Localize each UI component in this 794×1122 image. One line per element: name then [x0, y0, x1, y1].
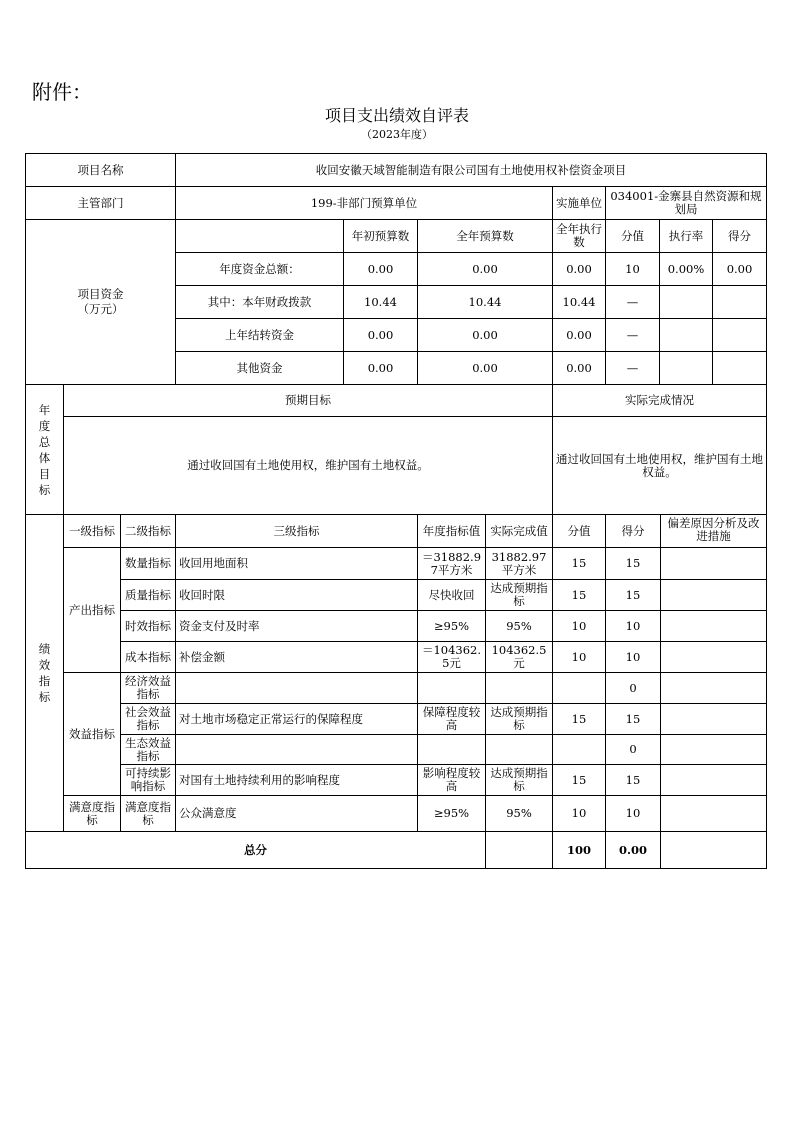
funds-row-got [713, 319, 766, 351]
funds-row-initial: 0.00 [344, 253, 418, 285]
indicator-actual: 95% [486, 796, 553, 832]
indicator-header-target: 年度指标值 [418, 515, 486, 548]
indicator-got: 15 [606, 765, 661, 796]
indicator-score [553, 673, 606, 704]
indicator-row [26, 548, 767, 580]
funds-row-initial: 0.00 [344, 319, 418, 351]
funds-row-initial: 10.44 [344, 286, 418, 318]
funds-header-annual: 全年预算数 [456, 228, 514, 243]
funds-row-group2 [606, 319, 767, 352]
funds-header-rate: 执行率 [660, 220, 713, 252]
indicator-l2: 可持续影响指标 [121, 765, 176, 796]
indicator-row [26, 704, 767, 735]
funds-row-group [176, 253, 553, 286]
indicator-deviation [661, 580, 767, 611]
funds-header-got: 得分 [728, 228, 752, 243]
funds-row-annual: 0.00 [472, 327, 498, 342]
total-label: 总分 [26, 832, 486, 869]
project-name-label: 项目名称 [26, 154, 176, 187]
goals-actual-label: 实际完成情况 [553, 385, 767, 417]
funds-header-group [176, 220, 553, 253]
total-empty [486, 832, 553, 869]
indicator-deviation [661, 735, 767, 765]
indicator-target [418, 735, 486, 765]
indicator-l3 [176, 673, 418, 704]
indicator-deviation [661, 704, 767, 735]
total-score: 100 [553, 832, 606, 869]
indicator-got: 10 [606, 611, 661, 642]
indicator-deviation [661, 548, 767, 580]
indicator-score: 10 [553, 611, 606, 642]
funds-row-group [176, 352, 553, 385]
evaluation-table [25, 153, 767, 869]
funds-row-score: — [606, 352, 660, 384]
goals-content-row [26, 417, 767, 515]
indicator-deviation [661, 673, 767, 704]
indicator-score: 15 [553, 704, 606, 735]
funds-row-got [713, 286, 766, 318]
funds-row-label: 其中：本年财政拨款 [176, 286, 344, 318]
funds-row-annual: 0.00 [472, 261, 498, 276]
benefit-indicator-label: 效益指标 [64, 673, 121, 796]
indicator-got: 10 [606, 796, 661, 832]
goals-header-row [26, 385, 767, 417]
indicator-header-score: 分值 [553, 515, 606, 548]
indicator-row [26, 673, 767, 704]
indicator-header-l1: 一级指标 [64, 515, 121, 548]
indicator-actual [486, 735, 553, 765]
indicator-actual: 95% [486, 611, 553, 642]
page-title: 项目支出绩效自评表 [324, 106, 469, 125]
funds-row-group [176, 319, 553, 352]
indicator-got: 15 [606, 704, 661, 735]
funds-row-executed: 0.00 [553, 352, 606, 385]
indicator-target: 保障程度较高 [418, 704, 486, 735]
funds-row-label: 其他资金 [176, 352, 344, 384]
indicator-deviation [661, 642, 767, 673]
indicator-header-got: 得分 [606, 515, 661, 548]
impl-unit-value: 034001-金寨县自然资源和规划局 [606, 187, 767, 220]
funds-row-annual: 10.44 [468, 294, 502, 309]
funds-row-group2 [606, 253, 767, 286]
indicator-actual: 31882.97平方米 [486, 548, 553, 580]
indicator-score: 15 [553, 580, 606, 611]
funds-row-rate [660, 352, 713, 384]
indicator-got: 0 [606, 673, 661, 704]
indicator-l3: 收回用地面积 [176, 548, 418, 580]
funds-row-got [713, 352, 766, 384]
indicator-actual: 达成预期指标 [486, 765, 553, 796]
total-got: 0.00 [606, 832, 661, 869]
funds-row-rate [660, 286, 713, 318]
indicator-target: 尽快收回 [418, 580, 486, 611]
indicator-l2: 数量指标 [121, 548, 176, 580]
funds-row-annual: 0.00 [472, 360, 498, 375]
funds-row-initial: 0.00 [344, 352, 418, 384]
funds-row-label: 上年结转资金 [176, 319, 344, 351]
funds-label: 项目资金 （万元） [26, 220, 176, 385]
indicator-row [26, 765, 767, 796]
dept-label: 主管部门 [26, 187, 176, 220]
indicator-target [418, 673, 486, 704]
indicator-row [26, 611, 767, 642]
indicator-l2: 社会效益指标 [121, 704, 176, 735]
dept-value: 199-非部门预算单位 [176, 187, 553, 220]
project-name-value: 收回安徽天域智能制造有限公司国有土地使用权补偿资金项目 [176, 154, 767, 187]
indicator-target: ≥95% [418, 796, 486, 832]
indicator-header-l2: 二级指标 [121, 515, 176, 548]
funds-row-got: 0.00 [726, 261, 753, 276]
indicator-l3: 公众满意度 [176, 796, 418, 832]
department-row [26, 187, 767, 220]
indicator-got: 0 [606, 735, 661, 765]
total-row [26, 832, 767, 869]
indicator-actual [486, 673, 553, 704]
indicator-deviation [661, 611, 767, 642]
funds-row-score: — [606, 319, 660, 351]
funds-row-executed: 0.00 [553, 253, 606, 286]
indicator-l2: 时效指标 [121, 611, 176, 642]
indicator-score: 10 [553, 642, 606, 673]
indicator-l3 [176, 735, 418, 765]
goals-expected-text: 通过收回国有土地使用权，维护国有土地权益。 [64, 417, 553, 515]
indicator-target: ≥95% [418, 611, 486, 642]
impl-unit-label: 实施单位 [553, 187, 606, 220]
indicator-actual: 104362.5元 [486, 642, 553, 673]
goals-actual-text: 通过收回国有土地使用权，维护国有土地权益。 [553, 417, 767, 515]
indicator-header-actual: 实际完成值 [486, 515, 553, 548]
funds-header-executed: 全年执行数 [553, 220, 606, 253]
indicator-l3: 资金支付及时率 [176, 611, 418, 642]
funds-row-executed: 10.44 [553, 286, 606, 319]
indicator-header-deviation: 偏差原因分析及改进措施 [661, 515, 767, 548]
funds-row-score: 10 [606, 253, 660, 285]
funds-row-group2 [606, 352, 767, 385]
indicator-score [553, 735, 606, 765]
indicator-row [26, 580, 767, 611]
indicator-header-row [26, 515, 767, 548]
indicator-l3: 补偿金额 [176, 642, 418, 673]
attachment-label: 附件： [32, 80, 92, 104]
satisfaction-indicator-label: 满意度指 标 [64, 796, 121, 832]
funds-row-label: 年度资金总额： [176, 253, 344, 285]
indicator-target: ＝31882.97平方米 [418, 548, 486, 580]
indicator-row [26, 735, 767, 765]
funds-row-group [176, 286, 553, 319]
indicator-got: 15 [606, 548, 661, 580]
indicator-score: 10 [553, 796, 606, 832]
project-name-row [26, 154, 767, 187]
goals-expected-label: 预期目标 [64, 385, 553, 417]
indicator-actual: 达成预期指标 [486, 704, 553, 735]
indicator-score: 15 [553, 765, 606, 796]
report-year: （2023年度） [361, 128, 433, 141]
indicator-l2: 质量指标 [121, 580, 176, 611]
indicator-header-l3: 三级指标 [176, 515, 418, 548]
indicators-label: 绩 效 指 标 [26, 515, 64, 832]
indicator-row [26, 796, 767, 832]
indicator-l3: 收回时限 [176, 580, 418, 611]
goals-label: 年 度 总 体 目 标 [26, 385, 64, 515]
funds-row-rate [660, 319, 713, 351]
funds-header-group2 [606, 220, 767, 253]
indicator-l2: 成本指标 [121, 642, 176, 673]
indicator-deviation [661, 765, 767, 796]
indicator-row [26, 642, 767, 673]
funds-header-initial: 年初预算数 [344, 220, 418, 252]
indicator-l3: 对国有土地持续利用的影响程度 [176, 765, 418, 796]
funds-row-score: — [606, 286, 660, 318]
indicator-l2: 生态效益指标 [121, 735, 176, 765]
funds-row-rate: 0.00% [660, 253, 713, 285]
indicator-l2: 满意度指标 [121, 796, 176, 832]
funds-header-score: 分值 [606, 220, 660, 252]
indicator-l3: 对土地市场稳定正常运行的保障程度 [176, 704, 418, 735]
indicator-target: ＝104362.5元 [418, 642, 486, 673]
indicator-actual: 达成预期指标 [486, 580, 553, 611]
funds-header-row [26, 220, 767, 253]
indicator-got: 15 [606, 580, 661, 611]
indicator-l2: 经济效益指标 [121, 673, 176, 704]
funds-row-group2 [606, 286, 767, 319]
funds-row-executed: 0.00 [553, 319, 606, 352]
output-indicator-label: 产出指标 [64, 548, 121, 673]
indicator-deviation [661, 796, 767, 832]
indicator-got: 10 [606, 642, 661, 673]
indicator-score: 15 [553, 548, 606, 580]
total-deviation [661, 832, 767, 869]
indicator-target: 影响程度较高 [418, 765, 486, 796]
